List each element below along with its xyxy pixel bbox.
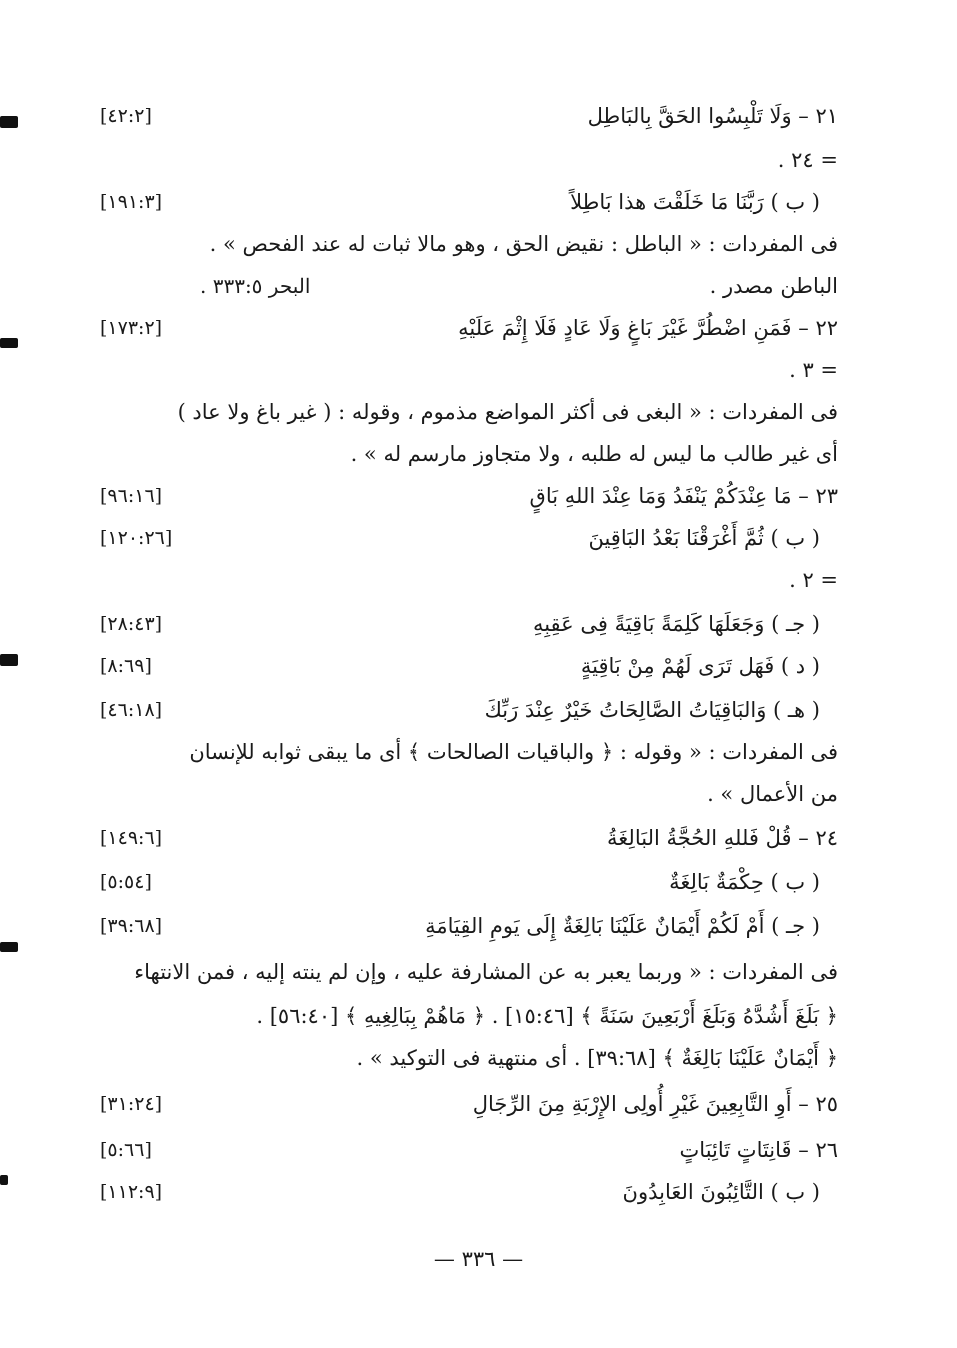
verse-line <box>100 308 838 348</box>
verse-reference: [١٩١:٣] <box>100 191 163 213</box>
note-line <box>100 350 838 390</box>
commentary-text: أى غير طالب ما ليس له طلبه ، ولا متجاوز مارسم له » . <box>350 442 838 466</box>
verse-line <box>100 1130 838 1170</box>
verse-text: ( ب ) رَبَّنَا مَا خَلَقْتَ هذا بَاطِلاً <box>570 190 820 214</box>
commentary-line <box>100 996 838 1036</box>
note-line <box>100 140 838 180</box>
commentary-text: ﴿ بَلَغَ أَشُدَّهُ وَبَلَغَ أَرْبَعِينَ سَنَةً ﴾ [١٥:٤٦] . ﴿ مَاهُمْ بِبَالِغِيهِ ﴾ [٥٦:٤٠] . <box>256 1004 838 1028</box>
note-line <box>100 560 838 600</box>
verse-line <box>100 646 838 686</box>
commentary-line <box>100 732 838 772</box>
verse-line <box>100 1172 838 1212</box>
scan-mark <box>0 942 18 952</box>
verse-reference: [٥:٦٦] <box>100 1139 152 1161</box>
verse-line <box>100 862 838 902</box>
verse-reference: [٩٦:١٦] <box>100 485 163 507</box>
verse-text: ٢٤ – قُلْ فَللهِ الحُجَّةُ البَالِغَةُ <box>607 826 838 850</box>
verse-text: ( ب ) التَّائِبُونَ العَابِدُونَ <box>622 1180 820 1204</box>
page-number: — ٣٣٦ — <box>433 1247 524 1271</box>
verse-reference: [٢٨:٤٣] <box>100 613 163 635</box>
commentary-text: ﴿ أَيْمَانٌ عَلَيْنَا بَالِغَةٌ ﴾ [٣٩:٦٨] . أى منتهية فى التوكيد » . <box>356 1046 838 1070</box>
scan-mark <box>0 654 18 666</box>
verse-reference: [٥:٥٤] <box>100 871 152 893</box>
source-citation: البحر ٣٣٣:٥ . <box>200 274 311 298</box>
verse-reference: [١٧٣:٢] <box>100 317 163 339</box>
commentary-text: فى المفردات : « وربما يعبر به عن المشارفة عليه ، وإن لم ينته إليه ، فمن الانتهاء <box>134 960 838 984</box>
verse-text: ( ب ) ثُمَّ أَغْرَقْنَا بَعْدُ البَاقِينَ <box>588 526 820 550</box>
commentary-line <box>100 434 838 474</box>
verse-text: ٢٥ – أَوِ التَّابِعِينَ غَيْرِ أُولِى الإِرْبَةِ مِنَ الرِّجَالِ <box>472 1092 838 1116</box>
verse-text: ٢٢ – فَمَنِ اضْطُرَّ غَيْرَ بَاغٍ وَلَا عَادٍ فَلَا إِثْمَ عَلَيْهِ <box>458 316 838 340</box>
commentary-line <box>100 774 838 814</box>
verse-text: ٢٦ – قَانِتَاتٍ تَائِبَاتٍ <box>679 1138 838 1162</box>
verse-line <box>100 690 838 730</box>
verse-reference: [١٤٩:٦] <box>100 827 163 849</box>
verse-reference: [٨:٦٩] <box>100 655 152 677</box>
verse-line <box>100 182 838 222</box>
note-text: = ٢٤ . <box>777 148 838 172</box>
verse-text: ٢٣ – مَا عِنْدَكُمْ يَنْفَدُ وَمَا عِنْدَ اللهِ بَاقٍ <box>529 484 838 508</box>
verse-text: ( جـ ) أَمْ لَكُمْ أَيْمَانٌ عَلَيْنَا بَالِغَةٌ إِلَى يَومِ القِيَامَةِ <box>425 914 820 938</box>
commentary-text: من الأعمال » . <box>707 782 838 806</box>
commentary-line <box>100 1038 838 1078</box>
note-text: = ٢ . <box>789 568 838 592</box>
verse-line <box>100 476 838 516</box>
commentary-line <box>100 392 838 432</box>
scan-mark <box>0 338 18 348</box>
commentary-text: فى المفردات : « الباطل : نقيض الحق ، وهو مالا ثبات له عند الفحص » . <box>209 232 838 256</box>
commentary-line <box>100 266 838 306</box>
verse-reference: [٣٩:٦٨] <box>100 915 163 937</box>
verse-reference: [٣١:٢٤] <box>100 1093 163 1115</box>
scan-mark <box>0 1175 8 1185</box>
commentary-text: فى المفردات : « البغى فى أكثر المواضع مذموم ، وقوله : ( غير باغ ولا عاد ) <box>177 400 838 424</box>
verse-text: ( ب ) حِكْمَةٌ بَالِغَةٌ <box>669 870 820 894</box>
verse-reference: [١٢٠:٢٦] <box>100 527 173 549</box>
verse-text: ( د ) فَهَل تَرَى لَهُمْ مِنْ بَاقِيَةٍ <box>580 654 820 678</box>
verse-text: ( هـ ) وَالبَاقِيَاتُ الصَّالِحَاتُ خَيْرٌ عِنْدَ رَبِّكَ <box>484 698 820 722</box>
commentary-line <box>100 224 838 264</box>
verse-line <box>100 518 838 558</box>
scan-mark <box>0 116 18 128</box>
verse-line <box>100 818 838 858</box>
commentary-text: الباطن مصدر . <box>709 274 838 298</box>
verse-text: ( جـ ) وَجَعَلَهَا كَلِمَةً بَاقِيَةً فِى عَقِبِهِ <box>532 612 820 636</box>
verse-reference: [٤٢:٢] <box>100 105 152 127</box>
commentary-line <box>100 952 838 992</box>
note-text: = ٣ . <box>789 358 838 382</box>
verse-line <box>100 96 838 136</box>
verse-line <box>100 1084 838 1124</box>
verse-line <box>100 604 838 644</box>
commentary-text: فى المفردات : « وقوله : ﴿ والباقيات الصالحات ﴾ أى ما يبقى ثوابه للإنسان <box>189 740 838 764</box>
verse-text: ٢١ – وَلَا تَلْبِسُوا الحَقَّ بِالبَاطِل <box>587 104 838 128</box>
verse-reference: [٤٦:١٨] <box>100 699 163 721</box>
verse-reference: [١١٢:٩] <box>100 1181 163 1203</box>
verse-line <box>100 906 838 946</box>
